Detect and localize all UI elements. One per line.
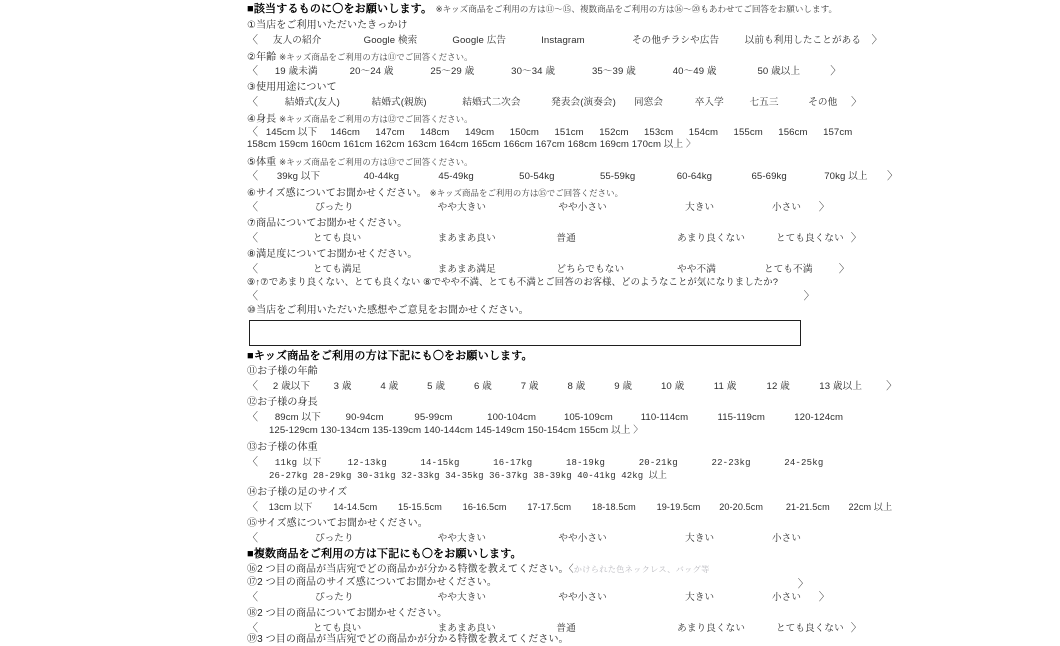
- question-11-label-text: ⑪お子様の年齢: [247, 366, 318, 377]
- question-8-label-text: ⑧満足度についてお聞かせください。: [247, 249, 418, 260]
- option[interactable]: その他チラシや広告: [631, 35, 720, 46]
- bracket-open-icon: 〈: [247, 96, 259, 108]
- question-12-options-row-2[interactable]: [247, 425, 643, 437]
- question-3-label: [247, 82, 337, 94]
- option[interactable]: 140-144cm: [424, 425, 473, 436]
- option[interactable]: 100-104cm: [487, 412, 537, 423]
- option[interactable]: 13cm 以下: [268, 502, 313, 512]
- option[interactable]: 30-31kg: [357, 471, 396, 481]
- bracket-close-icon: 〉: [887, 170, 899, 182]
- option[interactable]: 11kg 以下: [274, 458, 322, 468]
- option[interactable]: 10 歳: [661, 381, 685, 392]
- option[interactable]: 同窓会: [633, 97, 664, 108]
- option[interactable]: どちらでもない: [556, 264, 625, 275]
- question-17-label: [247, 577, 497, 589]
- option[interactable]: 150-154cm: [527, 425, 577, 436]
- bracket-close-icon: 〉: [871, 34, 883, 46]
- question-17-label-text: ⑰2 つ目の商品のサイズ感についてお聞かせください。: [247, 577, 497, 588]
- option[interactable]: 18-19kg: [565, 458, 606, 468]
- option[interactable]: とても満足: [312, 264, 362, 275]
- option[interactable]: 9 歳: [614, 381, 633, 392]
- option[interactable]: とても良くない: [775, 233, 844, 244]
- option[interactable]: 169cm: [599, 139, 629, 150]
- question-16-answer-value[interactable]: かけられた色ネックレス、バッグ等: [573, 565, 710, 574]
- bracket-open-icon: 〈: [247, 126, 259, 138]
- bracket-open-icon: 〈: [247, 532, 259, 544]
- option[interactable]: 友人の紹介: [272, 35, 322, 46]
- option[interactable]: 161cm: [343, 139, 373, 150]
- option[interactable]: 145cm 以下: [265, 127, 318, 138]
- question-6-label-text: ⑥サイズ感についてお聞かせください。: [247, 188, 427, 199]
- option[interactable]: 155cm 以上: [579, 425, 631, 436]
- bracket-close-icon: 〉: [886, 380, 898, 392]
- bracket-close-icon: 〉: [797, 578, 809, 590]
- question-15-label: [247, 518, 428, 530]
- question-10-label: [247, 305, 529, 317]
- option[interactable]: 145-149cm: [475, 425, 525, 436]
- option[interactable]: 発表会(演奏会): [551, 97, 616, 108]
- question-15-options[interactable]: [247, 532, 816, 545]
- question-9-label: [247, 276, 778, 288]
- question-16-label: [247, 564, 710, 576]
- option[interactable]: 115-119cm: [717, 412, 765, 423]
- question-8-label: [247, 249, 417, 261]
- option[interactable]: 147cm: [375, 127, 405, 138]
- option[interactable]: 110-114cm: [640, 412, 689, 423]
- option[interactable]: 16-17kg: [493, 458, 533, 468]
- bracket-close-icon: 〉: [850, 622, 862, 634]
- question-12-label-text: ⑫お子様の身長: [247, 397, 318, 408]
- option[interactable]: 12-13kg: [347, 458, 387, 468]
- bracket-open-icon: 〈: [247, 34, 259, 46]
- question-13-label: [247, 442, 318, 454]
- option[interactable]: 42kg 以上: [621, 471, 667, 481]
- option[interactable]: 159cm: [279, 139, 309, 150]
- question-18-label: [247, 608, 447, 620]
- option[interactable]: 40-41kg: [577, 471, 616, 481]
- option[interactable]: あまり良くない: [677, 623, 746, 634]
- option[interactable]: 結婚式(友人): [284, 97, 340, 108]
- section-banner-main-note: ※キッズ商品をご利用の方は⑪〜⑮、複数商品をご利用の方は⑯〜⑳もあわせてご回答をお願いします。: [435, 4, 838, 14]
- option[interactable]: 28-29kg: [313, 471, 352, 481]
- option[interactable]: あまり良くない: [677, 233, 746, 244]
- option[interactable]: 165cm: [471, 139, 501, 150]
- option[interactable]: 40-44kg: [363, 171, 400, 182]
- option[interactable]: その他: [808, 97, 838, 108]
- option[interactable]: 5 歳: [427, 381, 446, 392]
- option[interactable]: 20-20.5cm: [719, 502, 764, 512]
- option[interactable]: 30〜34 歳: [511, 66, 556, 77]
- option[interactable]: 105-109cm: [563, 412, 613, 423]
- option[interactable]: 6 歳: [473, 381, 492, 392]
- bracket-open-icon: 〈: [247, 501, 259, 513]
- option[interactable]: 120-124cm: [794, 412, 844, 423]
- option[interactable]: 70kg 以上: [824, 171, 868, 182]
- question-13-options-row-1[interactable]: [247, 456, 852, 469]
- option[interactable]: 20〜24 歳: [349, 66, 394, 77]
- section-banner-main: [247, 3, 837, 15]
- option[interactable]: 34-35kg: [445, 471, 484, 481]
- option[interactable]: 50-54kg: [519, 171, 555, 182]
- option[interactable]: 154cm: [688, 127, 719, 138]
- question-15-label-text: ⑮サイズ感についてお聞かせください。: [247, 518, 428, 529]
- option[interactable]: 36-37kg: [489, 471, 528, 481]
- option[interactable]: まあまあ良い: [437, 623, 496, 634]
- question-14-label: [247, 487, 347, 499]
- option[interactable]: 22-23kg: [711, 458, 751, 468]
- option[interactable]: 158cm: [247, 139, 277, 150]
- option[interactable]: 162cm: [375, 139, 405, 150]
- option[interactable]: 168cm: [567, 139, 597, 150]
- bracket-close-icon: 〉: [633, 425, 643, 436]
- question-3-options[interactable]: [247, 96, 862, 109]
- question-14-label-text: ⑭お子様の足のサイズ: [247, 487, 348, 498]
- question-7-label-text: ⑦商品についてお聞かせください。: [247, 218, 408, 229]
- option[interactable]: 22cm 以上: [848, 502, 893, 512]
- question-4-label-text: ④身長: [247, 114, 277, 125]
- question-4-label: [247, 113, 473, 126]
- option[interactable]: 大きい: [685, 592, 715, 603]
- option[interactable]: 大きい: [685, 533, 715, 544]
- section-banner-kids-text: ■キッズ商品をご利用の方は下記にも〇をお願いします。: [247, 350, 533, 362]
- option[interactable]: やや大きい: [437, 592, 487, 603]
- option[interactable]: 32-33kg: [401, 471, 440, 481]
- option[interactable]: 50 歳以上: [757, 66, 801, 77]
- bracket-open-icon: 〈: [247, 170, 259, 182]
- question-10-label-text: ⑩当店をご利用いただいた感想やご意見をお聞かせください。: [247, 305, 529, 316]
- option[interactable]: 結婚式(親族): [371, 97, 427, 108]
- option[interactable]: Instagram: [541, 35, 585, 46]
- option[interactable]: 20-21kg: [638, 458, 678, 468]
- option[interactable]: Google 広告: [452, 35, 507, 46]
- option[interactable]: 普通: [556, 623, 576, 634]
- option[interactable]: 13 歳以上: [819, 381, 863, 392]
- question-6-options[interactable]: [247, 201, 830, 214]
- option[interactable]: ぴったり: [314, 533, 354, 544]
- option[interactable]: 65-69kg: [751, 171, 787, 182]
- option[interactable]: 小さい: [771, 592, 802, 603]
- option[interactable]: 45-49kg: [438, 171, 474, 182]
- option[interactable]: 160cm: [311, 139, 341, 150]
- bracket-close-icon: 〉: [850, 232, 862, 244]
- option[interactable]: 16-16.5cm: [462, 502, 507, 512]
- option[interactable]: 150cm: [509, 127, 539, 138]
- option[interactable]: 125-129cm: [269, 425, 318, 436]
- option[interactable]: やや大きい: [437, 202, 487, 213]
- option[interactable]: 小さい: [771, 202, 802, 213]
- option[interactable]: 15-15.5cm: [398, 502, 442, 512]
- option[interactable]: 156cm: [778, 127, 808, 138]
- option[interactable]: 18-18.5cm: [591, 502, 636, 512]
- question-1-options[interactable]: [247, 34, 883, 47]
- option[interactable]: 152cm: [599, 127, 629, 138]
- option[interactable]: やや小さい: [558, 592, 607, 603]
- question-9-label-text: ⑨↑⑦であまり良くない、とても良くない ⑧でやや不満、とても不満とご回答のお客様、どのようなことが気になりましたか?: [247, 276, 779, 287]
- bracket-open-icon: 〈: [247, 591, 259, 603]
- question-5-label: [247, 156, 473, 169]
- question-7-label: [247, 218, 407, 230]
- question-5-note: ※キッズ商品をご利用の方は⑬でご回答ください。: [279, 157, 473, 167]
- survey-sheet: [247, 0, 899, 645]
- option[interactable]: 11 歳: [713, 381, 737, 392]
- bracket-open-icon: 〈: [568, 564, 574, 575]
- option[interactable]: とても不満: [763, 264, 813, 275]
- option[interactable]: 普通: [556, 233, 576, 244]
- option[interactable]: 14-15kg: [420, 458, 460, 468]
- option[interactable]: 以前も利用したことがある: [744, 35, 862, 46]
- option[interactable]: 166cm: [503, 139, 533, 150]
- bracket-open-icon: 〈: [247, 411, 259, 423]
- option[interactable]: 25〜29 歳: [430, 66, 475, 77]
- option[interactable]: やや大きい: [437, 533, 487, 544]
- option[interactable]: 89cm 以下: [274, 412, 321, 423]
- option[interactable]: ぴったり: [314, 202, 354, 213]
- option[interactable]: まあまあ良い: [437, 233, 496, 244]
- question-6-label: [247, 187, 623, 200]
- question-18-label-text: ⑱2 つ目の商品についてお聞かせください。: [247, 608, 448, 619]
- option[interactable]: 164cm: [439, 139, 469, 150]
- bracket-close-icon: 〉: [851, 96, 863, 108]
- option[interactable]: 157cm: [823, 127, 853, 138]
- bracket-close-icon: 〉: [803, 290, 815, 302]
- bracket-close-icon: 〉: [838, 263, 850, 275]
- option[interactable]: 12 歳: [766, 381, 790, 392]
- option[interactable]: 170cm 以上: [631, 139, 684, 150]
- bracket-open-icon: 〈: [247, 263, 259, 275]
- option[interactable]: 39kg 以下: [276, 171, 321, 182]
- option[interactable]: 167cm: [535, 139, 565, 150]
- option[interactable]: 163cm: [407, 139, 437, 150]
- option[interactable]: 130-134cm: [320, 425, 370, 436]
- option[interactable]: やや小さい: [558, 202, 607, 213]
- option[interactable]: 結婚式二次会: [462, 97, 521, 108]
- bracket-close-icon: 〉: [830, 65, 842, 77]
- question-2-note: ※キッズ商品をご利用の方は⑪でご回答ください。: [279, 52, 473, 62]
- bracket-close-icon: 〉: [685, 139, 696, 150]
- option[interactable]: 2 歳以下: [272, 381, 311, 392]
- section-banner-multi: [247, 548, 522, 560]
- question-8-options[interactable]: [247, 263, 850, 276]
- option[interactable]: 60-64kg: [676, 171, 713, 182]
- question-4-options-row-1[interactable]: [247, 126, 865, 139]
- option[interactable]: 40〜49 歳: [672, 66, 717, 77]
- option[interactable]: とても良い: [312, 233, 362, 244]
- question-16-label-text: ⑯2 つ目の商品が当店宛でどの商品かが分かる特徴を教えてください。: [247, 564, 569, 575]
- option[interactable]: まあまあ満足: [437, 264, 496, 275]
- option[interactable]: やや小さい: [558, 533, 607, 544]
- option[interactable]: とても良くない: [775, 623, 844, 634]
- question-4-options-row-2[interactable]: [247, 139, 696, 151]
- option[interactable]: 3 歳: [333, 381, 352, 392]
- free-comment-textbox[interactable]: [249, 320, 801, 346]
- option[interactable]: 148cm: [420, 127, 450, 138]
- bracket-open-icon: 〈: [247, 622, 259, 634]
- option[interactable]: 153cm: [644, 127, 674, 138]
- question-2-options[interactable]: [247, 65, 841, 78]
- bracket-open-icon: 〈: [247, 290, 259, 302]
- section-banner-kids: [247, 350, 533, 362]
- question-1-label: [247, 20, 408, 32]
- option[interactable]: 小さい: [771, 533, 802, 544]
- option[interactable]: とても良い: [312, 623, 362, 634]
- option[interactable]: 卒入学: [694, 97, 724, 108]
- question-13-label-text: ⑬お子様の体重: [247, 442, 318, 453]
- bracket-open-icon: 〈: [247, 201, 259, 213]
- option[interactable]: 24-25kg: [784, 458, 824, 468]
- question-12-label: [247, 397, 318, 409]
- question-19-label-text: ⑲3 つ目の商品が当店宛でどの商品かが分かる特徴を教えてください。: [247, 634, 569, 645]
- option[interactable]: 55-59kg: [599, 171, 636, 182]
- section-banner-multi-text: ■複数商品をご利用の方は下記にも〇をお願いします。: [247, 548, 522, 560]
- question-6-note: ※キッズ商品をご利用の方は⑮でご回答ください。: [429, 188, 624, 198]
- option[interactable]: やや不満: [677, 264, 716, 275]
- option[interactable]: 七五三: [749, 97, 779, 108]
- question-9-options[interactable]: [247, 290, 815, 303]
- option[interactable]: 大きい: [685, 202, 715, 213]
- option[interactable]: 26-27kg: [269, 471, 308, 481]
- option[interactable]: 4 歳: [380, 381, 399, 392]
- question-7-options[interactable]: [247, 232, 862, 245]
- option[interactable]: ぴったり: [314, 592, 354, 603]
- option[interactable]: 19-19.5cm: [656, 502, 701, 512]
- option[interactable]: 146cm: [330, 127, 360, 138]
- option[interactable]: 90-94cm: [345, 412, 384, 423]
- option[interactable]: 17-17.5cm: [527, 502, 572, 512]
- question-4-note: ※キッズ商品をご利用の方は⑫でご回答ください。: [279, 114, 473, 124]
- bracket-open-icon: 〈: [247, 456, 259, 468]
- question-11-options[interactable]: [247, 380, 897, 393]
- question-1-label-text: ①当店をご利用いただいたきっかけ: [247, 20, 408, 31]
- question-5-options[interactable]: [247, 170, 898, 183]
- option[interactable]: 14-14.5cm: [333, 502, 378, 512]
- question-17-options[interactable]: [247, 591, 830, 604]
- question-5-label-text: ⑤体重: [247, 157, 277, 168]
- question-19-label: [247, 634, 569, 646]
- section-banner-main-text: ■該当するものに〇をお願いします。: [247, 3, 433, 15]
- question-14-options[interactable]: [247, 501, 911, 513]
- bracket-close-icon: 〉: [818, 591, 830, 603]
- option[interactable]: 21-21.5cm: [785, 502, 830, 512]
- bracket-open-icon: 〈: [247, 380, 259, 392]
- question-13-options-row-2[interactable]: [247, 470, 667, 482]
- option[interactable]: 135-139cm: [372, 425, 422, 436]
- bracket-open-icon: 〈: [247, 65, 259, 77]
- question-3-label-text: ③使用用途について: [247, 82, 337, 93]
- question-11-label: [247, 366, 318, 378]
- option[interactable]: 8 歳: [567, 381, 586, 392]
- bracket-close-icon: 〉: [818, 201, 830, 213]
- option[interactable]: 151cm: [554, 127, 584, 138]
- option[interactable]: 38-39kg: [533, 471, 572, 481]
- question-2-label: [247, 51, 473, 64]
- bracket-open-icon: 〈: [247, 232, 259, 244]
- option[interactable]: 7 歳: [520, 381, 539, 392]
- option[interactable]: 95-99cm: [414, 412, 453, 423]
- question-2-label-text: ②年齢: [247, 52, 277, 63]
- option[interactable]: 35〜39 歳: [591, 66, 636, 77]
- free-comment-value: [250, 321, 800, 333]
- question-12-options-row-1[interactable]: [247, 411, 866, 424]
- option[interactable]: 155cm: [733, 127, 763, 138]
- option[interactable]: Google 検索: [363, 35, 418, 46]
- option[interactable]: 149cm: [464, 127, 495, 138]
- option[interactable]: 19 歳未満: [274, 66, 318, 77]
